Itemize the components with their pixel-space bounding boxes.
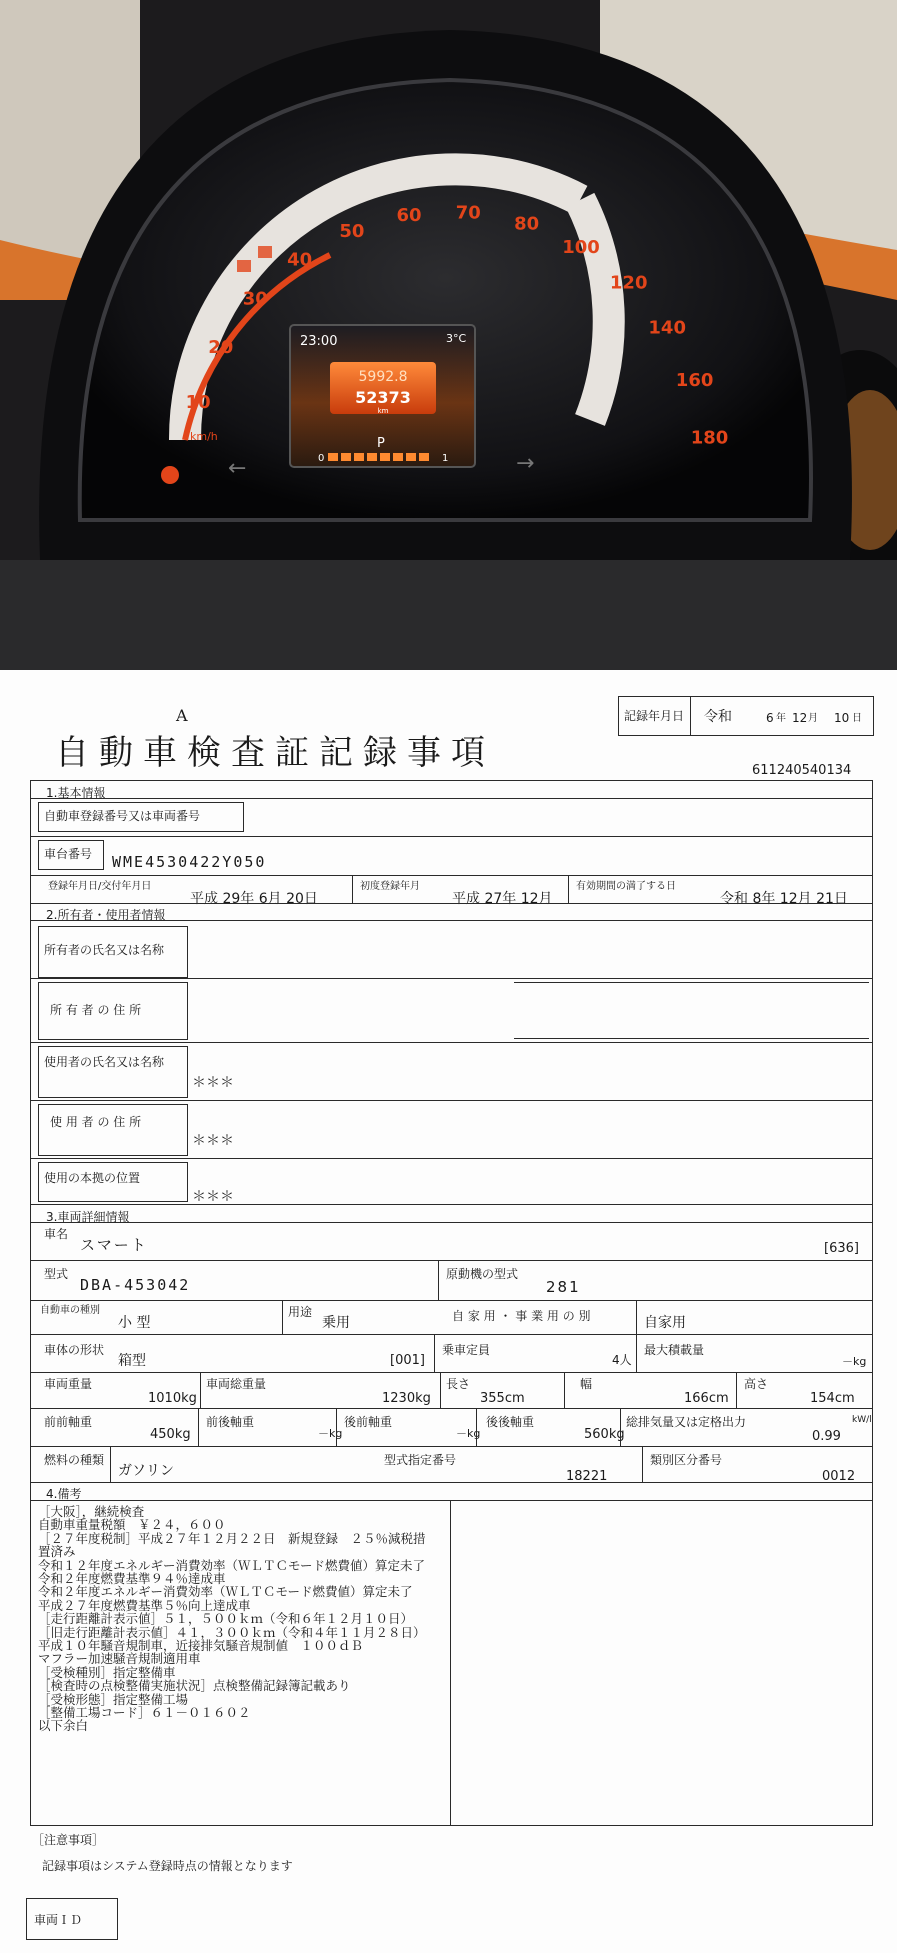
- speed-tick-label: 20: [208, 337, 234, 358]
- section-vehicle-details: 3.車両詳細情報: [46, 1210, 130, 1224]
- class-number-label: 類別区分番号: [650, 1453, 723, 1467]
- remark-line: 令和１２年度エネルギー消費効率（ＷＬＴＣモード燃費値）算定未了: [38, 1557, 426, 1573]
- front-rear-axle-value: －kg: [318, 1427, 343, 1440]
- length-value: 355cm: [480, 1391, 525, 1406]
- owner-address-label: 所 有 者 の 住 所: [50, 1003, 142, 1017]
- capacity-label: 乗車定員: [442, 1343, 491, 1357]
- width-label: 幅: [580, 1377, 593, 1391]
- class-number-value: 0012: [822, 1469, 856, 1484]
- car-name-code: [636]: [824, 1241, 859, 1256]
- max-load-label: 最大積載量: [644, 1343, 705, 1357]
- vehicle-kind-value: 小 型: [118, 1315, 151, 1331]
- reg-date-label: 登録年月日/交付年月日: [48, 881, 152, 892]
- first-reg-value: 平成 27年 12月: [452, 891, 553, 907]
- displacement-value: 0.99: [812, 1429, 841, 1444]
- speed-tick-label: 50: [339, 221, 365, 243]
- engine-model-value: 281: [546, 1278, 581, 1296]
- speed-tick-label: 40: [287, 249, 313, 271]
- remark-line: 平成２７年度燃費基準５％向上達成車: [38, 1597, 251, 1613]
- clock-readout: 23:00: [300, 334, 338, 349]
- remark-line: ［検査時の点検整備実施状況］点検整備記録簿記載あり: [38, 1678, 351, 1694]
- max-load-value: －kg: [842, 1355, 867, 1368]
- notes-title: ［注意事項］: [32, 1833, 105, 1847]
- recorded-date-era: 令和: [704, 709, 732, 725]
- front-front-axle-label: 前前軸重: [44, 1415, 93, 1429]
- page-title: 自動車検査証記録事項: [55, 733, 495, 773]
- remark-line: ［大阪］，継続検査: [38, 1504, 145, 1519]
- corner-mark: A: [176, 706, 188, 725]
- dashboard-photo: [0, 0, 897, 670]
- section-basic-info: 1.基本情報: [46, 786, 106, 800]
- notes-text: 記録事項はシステム登録時点の情報となります: [42, 1859, 293, 1873]
- engine-model-label: 原動機の型式: [446, 1267, 519, 1281]
- first-reg-label: 初度登録年月: [360, 881, 420, 892]
- weight-label: 車両重量: [44, 1377, 93, 1391]
- model-value: DBA-453042: [80, 1276, 191, 1294]
- recorded-date-year: 6: [766, 711, 774, 725]
- speed-unit-label: km/h: [190, 430, 218, 443]
- remark-line: ［受検種別］指定整備車: [38, 1664, 176, 1680]
- height-label: 高さ: [744, 1377, 769, 1391]
- speed-tick-label: 60: [396, 205, 422, 227]
- speed-tick-label: 100: [562, 237, 600, 259]
- use-label: 用途: [288, 1305, 313, 1319]
- rear-front-axle-label: 後前軸重: [344, 1415, 393, 1429]
- user-name-label: 使用者の氏名又は名称: [44, 1055, 165, 1069]
- rear-rear-axle-value: 560kg: [584, 1427, 625, 1442]
- odometer-readout: 52373: [355, 388, 411, 407]
- expiry-label: 有効期間の満了する日: [576, 881, 676, 892]
- height-value: 154cm: [810, 1391, 855, 1406]
- front-front-axle-value: 450kg: [150, 1427, 191, 1442]
- business-type-value: 自家用: [644, 1315, 686, 1331]
- fuel-min-label: 0: [318, 453, 325, 464]
- recorded-date-label: 記録年月日: [624, 709, 685, 723]
- vehicle-id-label: 車両ＩＤ: [34, 1913, 83, 1927]
- user-address-label: 使 用 者 の 住 所: [50, 1115, 142, 1129]
- type-number-label: 型式指定番号: [384, 1453, 457, 1467]
- gross-weight-value: 1230kg: [382, 1391, 431, 1406]
- speed-tick-label: 120: [609, 272, 648, 294]
- expiry-value: 令和 8年 12月 21日: [720, 891, 848, 907]
- base-location-value: ＊＊＊: [192, 1189, 234, 1205]
- type-number-value: 18221: [566, 1469, 608, 1484]
- car-name-label: 車名: [44, 1227, 69, 1241]
- fuel-type-label: 燃料の種類: [44, 1453, 105, 1467]
- speed-tick-label: 10: [185, 391, 211, 413]
- recorded-date-month: 12: [792, 711, 808, 725]
- user-address-value: ＊＊＊: [192, 1133, 234, 1149]
- capacity-value: 4人: [612, 1353, 632, 1367]
- remark-line: 令和２年度エネルギー消費効率（ＷＬＴＣモード燃費値）算定未了: [38, 1584, 413, 1600]
- document-number: 611240540134: [752, 763, 852, 778]
- width-value: 166cm: [684, 1391, 729, 1406]
- warning-icon: [161, 466, 179, 484]
- speed-tick-label: 180: [690, 427, 729, 449]
- model-label: 型式: [44, 1267, 69, 1281]
- base-location-label: 使用の本拠の位置: [44, 1171, 141, 1185]
- remark-line: ［２７年度税制］平成２７年１２月２２日 新規登録 ２５％減税措: [38, 1530, 426, 1546]
- rear-rear-axle-label: 後後軸重: [486, 1415, 535, 1429]
- belt-icon: [237, 260, 251, 272]
- business-type-label: 自 家 用 ・ 事 業 用 の 別: [452, 1309, 591, 1323]
- chassis-label: 車台番号: [44, 847, 93, 861]
- speed-tick-label: 30: [242, 288, 268, 310]
- length-label: 長さ: [446, 1377, 471, 1391]
- car-name-value: スマート: [80, 1236, 148, 1254]
- front-rear-axle-label: 前後軸重: [206, 1415, 255, 1429]
- gear-indicator: P: [377, 436, 385, 451]
- reg-number-label: 自動車登録番号又は車両番号: [44, 809, 201, 823]
- user-name-value: ＊＊＊: [192, 1075, 234, 1091]
- speed-tick-label: 160: [675, 370, 714, 392]
- section-owner-info: 2.所有者・使用者情報: [46, 908, 166, 922]
- remark-line: 置済み: [38, 1544, 76, 1560]
- remark-line: 平成１０年騒音規制車，近接排気騒音規制値 １００ｄＢ: [38, 1638, 364, 1653]
- right-arrow-icon: →: [516, 451, 535, 476]
- speed-tick-label: 70: [455, 202, 481, 224]
- speed-tick-label: 80: [514, 213, 540, 235]
- use-value: 乗用: [322, 1315, 350, 1331]
- remark-line: ［旧走行距離計表示値］４１，３００ｋｍ（令和４年１１月２８日）: [38, 1624, 426, 1640]
- trip-readout: 5992.8: [358, 369, 408, 385]
- fuel-type-value: ガソリン: [118, 1463, 174, 1479]
- weight-value: 1010kg: [148, 1391, 197, 1406]
- remark-line: ［整備工場コード］６１－０１６０２: [38, 1705, 251, 1720]
- gross-weight-label: 車両総重量: [206, 1377, 267, 1391]
- speed-tick-label: 140: [648, 317, 686, 339]
- displacement-label: 総排気量又は定格出力: [626, 1415, 747, 1429]
- owner-name-label: 所有者の氏名又は名称: [44, 943, 165, 957]
- remark-line: マフラー加速騒音規制適用車: [38, 1651, 201, 1667]
- chassis-value: WME4530422Y050: [112, 853, 267, 871]
- rear-front-axle-value: －kg: [456, 1427, 481, 1440]
- left-arrow-icon: ←: [228, 456, 247, 481]
- vehicle-kind-label: 自動車の種別: [40, 1305, 100, 1316]
- reg-date-value: 平成 29年 6月 20日: [190, 891, 318, 907]
- section-remarks: 4.備考: [46, 1487, 82, 1501]
- temperature-readout: 3°C: [446, 332, 467, 345]
- remark-line: 以下余白: [38, 1718, 89, 1734]
- remark-line: ［走行距離計表示値］５１，５００ｋｍ（令和６年１２月１０日）: [38, 1611, 414, 1627]
- recorded-date-day: 10: [834, 711, 850, 725]
- odometer-unit: km: [377, 407, 389, 415]
- body-shape-value: 箱型: [118, 1353, 146, 1369]
- fuel-max-label: 1: [442, 453, 449, 464]
- vehicle-inspection-certificate: A 記録年月日 令和 6 年 12 月 10 日 自動車検査証記録事項 611240540134 1.基本情報 自動車登録番号又は車両番号 車台番号 WME4530422Y050 登録年月日/交付年月日 平成 29年 6月 20日 初度登録年月 平成 27年 12月 有効期間の満了する日 令和 8年 12月 21日 2.所有者・使用者情報 所有者の氏名又は名称 所 有 者 の 住 所 使用者の氏名又は名称 ＊＊＊ 使 用 者 の 住 所 ＊＊＊ 使用の本拠の位置 ＊＊＊ 3.車両詳細情報 車名 スマート [636] 型式 DBA-453042 原動機の型式 281 自動車の種別 小 型 用途 乗用 自 家 用 ・ 事 業 用 の 別 自家用 車体の形状 箱型 [001] 乗車定員 4人 最大積載量 －kg 車両重量 1010kg 車両総重量 1230kg 長さ 355cm 幅 166cm 高さ 154cm 前前軸重 450kg 前後軸重 －kg 後前軸重 －kg 後後軸重 560kg 総排気量又は定格出力 0.99 kW/l 燃料の種類 ガソリン 型式指定番号 18221 類別区分番号 0012 4.備考 ［大阪］，継続検査 自動車重量税額 ￥２４，６００ ［２７年度税制］平成２７年１２月２２日 新規登録 ２５％減税措 置済み 令和１２年度エネルギー消費効率（ＷＬＴＣモード燃費値）算定未了 令和２年度燃費基準９４％達成車 令和２年度エネルギー消費効率（ＷＬＴＣモード燃費値）算定未了 平成２７年度燃費基準５％向上達成車 ［走行距離計表示値］５１，５００ｋｍ（令和６年１２月１０日） ［旧走行距離計表示値］４１，３００ｋｍ（令和４年１１月２８日） 平成１０年騒音規制車，近接排気騒音規制値 １００ｄＢ マフラー加速騒音規制適用車 ［受検種別］指定整備車 ［検査時の点検整備実施状況］点検整備記録簿記載あり ［受検形態］指定整備工場 ［整備工場コード］６１－０１６０２ 以下余白 ［注意事項］ 記録事項はシステム登録時点の情報となります 車両ＩＤ: [0, 670, 897, 1953]
- instrument-cluster-illustration: [0, 0, 897, 670]
- displacement-unit: kW/l: [852, 1415, 872, 1425]
- body-shape-code: [001]: [390, 1353, 425, 1368]
- body-shape-label: 車体の形状: [44, 1343, 105, 1357]
- remark-line: ［受検形態］指定整備工場: [38, 1691, 189, 1707]
- remark-line: 自動車重量税額 ￥２４，６００: [38, 1517, 226, 1533]
- door-icon: [258, 246, 272, 258]
- remark-line: 令和２年度燃費基準９４％達成車: [38, 1571, 226, 1586]
